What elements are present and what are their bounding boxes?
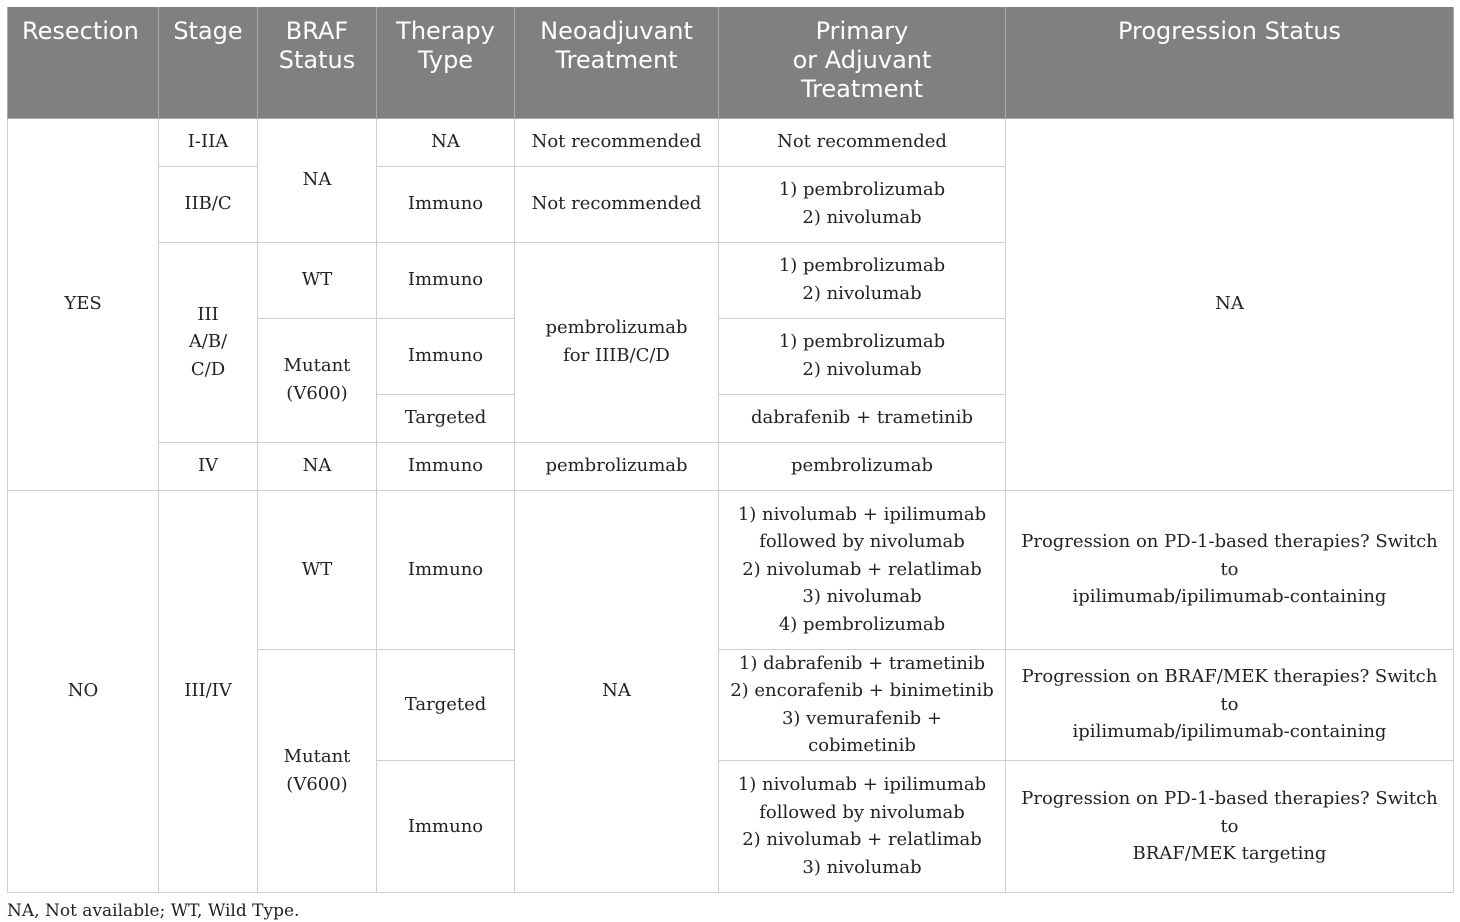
primary-treatment-cell: pembrolizumab <box>719 442 1006 490</box>
neoadjuvant-cell: Not recommended <box>515 166 719 242</box>
table-row <box>8 490 1454 649</box>
primary-treatment-cell: Not recommended <box>719 118 1006 166</box>
header-resection: Resection <box>8 7 159 118</box>
therapy-type-cell: Immuno <box>377 318 515 394</box>
primary-treatment-cell: 1) pembrolizumab 2) nivolumab <box>719 242 1006 318</box>
primary-treatment-cell: 1) pembrolizumab 2) nivolumab <box>719 166 1006 242</box>
progression-status-cell: Progression on PD-1-based therapies? Switch to ipilimumab/ipilimumab-containing <box>1006 490 1454 649</box>
primary-treatment-cell: 1) nivolumab + ipilimumab followed by nivolumab 2) nivolumab + relatlimab 3) nivolumab <box>719 760 1006 892</box>
therapy-type-cell: Immuno <box>377 166 515 242</box>
therapy-type-cell: Immuno <box>377 490 515 649</box>
braf-status-cell: Mutant (V600) <box>258 649 377 892</box>
resection-yes-cell: YES <box>8 118 159 490</box>
neoadjuvant-cell: NA <box>515 490 719 892</box>
treatment-table <box>7 7 1454 893</box>
header-neoadjuvant-treatment: Neoadjuvant Treatment <box>515 7 719 118</box>
therapy-type-cell: Targeted <box>377 394 515 442</box>
braf-status-cell: WT <box>258 242 377 318</box>
table-row <box>8 118 1454 166</box>
primary-treatment-cell: 1) dabrafenib + trametinib 2) encorafenib + binimetinib 3) vemurafenib + cobimetinib <box>719 649 1006 760</box>
neoadjuvant-cell: pembrolizumab <box>515 442 719 490</box>
primary-treatment-cell: 1) nivolumab + ipilimumab followed by nivolumab 2) nivolumab + relatlimab 3) nivolumab 4) pembrolizumab <box>719 490 1006 649</box>
therapy-type-cell: Immuno <box>377 442 515 490</box>
header-stage: Stage <box>159 7 258 118</box>
stage-cell: III A/B/ C/D <box>159 242 258 442</box>
stage-cell: III/IV <box>159 490 258 892</box>
stage-cell: IV <box>159 442 258 490</box>
header-primary-adjuvant-treatment: Primary or Adjuvant Treatment <box>719 7 1006 118</box>
neoadjuvant-cell: pembrolizumab for IIIB/C/D <box>515 242 719 442</box>
table-footnote: NA, Not available; WT, Wild Type. <box>7 900 300 921</box>
treatment-table-container <box>7 7 1453 921</box>
braf-status-cell: WT <box>258 490 377 649</box>
progression-status-cell: Progression on BRAF/MEK therapies? Switch to ipilimumab/ipilimumab-containing <box>1006 649 1454 760</box>
stage-cell: IIB/C <box>159 166 258 242</box>
braf-status-cell: NA <box>258 442 377 490</box>
header-row <box>8 7 1454 118</box>
header-progression-status: Progression Status <box>1006 7 1454 118</box>
braf-status-cell: Mutant (V600) <box>258 318 377 442</box>
resection-no-cell: NO <box>8 490 159 892</box>
header-braf-status: BRAF Status <box>258 7 377 118</box>
therapy-type-cell: Targeted <box>377 649 515 760</box>
stage-cell: I-IIA <box>159 118 258 166</box>
header-therapy-type: Therapy Type <box>377 7 515 118</box>
braf-status-cell: NA <box>258 118 377 242</box>
therapy-type-cell: Immuno <box>377 242 515 318</box>
neoadjuvant-cell: Not recommended <box>515 118 719 166</box>
primary-treatment-cell: 1) pembrolizumab 2) nivolumab <box>719 318 1006 394</box>
progression-status-cell: Progression on PD-1-based therapies? Switch to BRAF/MEK targeting <box>1006 760 1454 892</box>
therapy-type-cell: NA <box>377 118 515 166</box>
progression-status-cell: NA <box>1006 118 1454 490</box>
primary-treatment-cell: dabrafenib + trametinib <box>719 394 1006 442</box>
therapy-type-cell: Immuno <box>377 760 515 892</box>
